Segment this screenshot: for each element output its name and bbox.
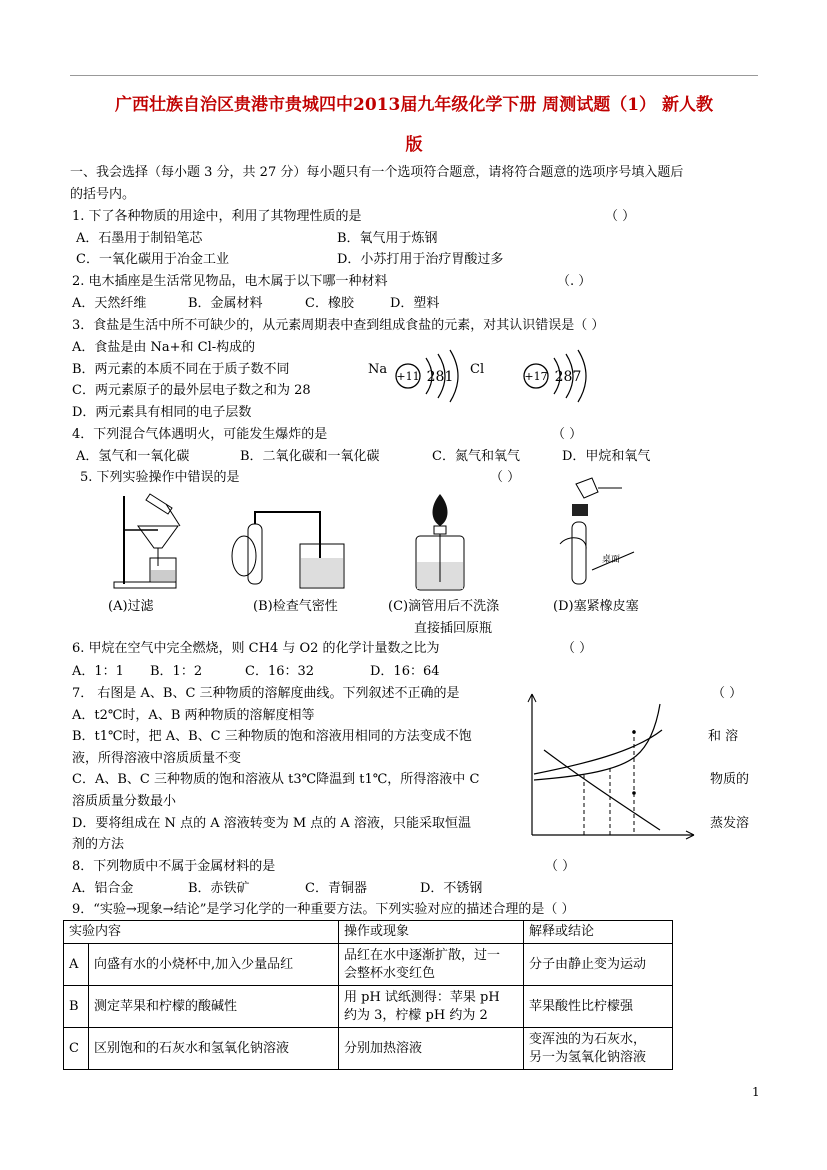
cl-atom-structure <box>520 346 600 406</box>
q2-stem: 2. 电木插座是生活常见物品，电木属于以下哪一种材料 <box>72 274 388 289</box>
q2-option-c[interactable]: C．橡胶 <box>305 296 354 311</box>
row-content: 向盛有水的小烧杯中,加入少量品红 <box>89 944 339 986</box>
q3-option-a[interactable]: A．食盐是由 Na+和 Cl-构成的 <box>72 340 256 355</box>
q7-option-a[interactable]: A．t2℃时，A、B 两种物质的溶解度相等 <box>72 708 315 723</box>
q6-answer-bracket[interactable]: （ ） <box>562 641 593 656</box>
q6-stem: 6. 甲烷在空气中完全燃烧，则 CH4 与 O2 的化学计量数之比为 <box>72 641 440 656</box>
row-conclusion: 分子由静止变为运动 <box>524 944 673 986</box>
curve-b <box>534 730 662 774</box>
q6-option-b[interactable]: B．1：2 <box>150 664 203 679</box>
q1-option-d[interactable]: D．小苏打用于治疗胃酸过多 <box>337 252 504 267</box>
page-number: 1 <box>752 1085 760 1099</box>
row-operation: 分别加热溶液 <box>339 1028 524 1070</box>
curve-c <box>544 750 660 830</box>
filtration-apparatus <box>110 486 195 592</box>
row-content: 测定苹果和柠檬的酸碱性 <box>89 986 339 1028</box>
q2-answer-bracket[interactable]: （. ） <box>557 274 592 289</box>
header-content: 实验内容 <box>64 921 339 944</box>
q8-option-c[interactable]: C．青铜器 <box>305 881 367 896</box>
q4-option-d[interactable]: D．甲烷和氧气 <box>562 449 651 464</box>
table-row[interactable] <box>64 986 673 1028</box>
q4-option-b[interactable]: B．二氧化碳和一氧化碳 <box>240 449 380 464</box>
q5-option-c[interactable]: (C)滴管用后不洗涤 <box>388 599 500 614</box>
q4-option-c[interactable]: C．氮气和氧气 <box>432 449 520 464</box>
q2-option-b[interactable]: B．金属材料 <box>188 296 263 311</box>
cl-label: Cl <box>470 362 485 377</box>
row-conclusion: 变浑浊的为石灰水， 另一为氢氧化钠溶液 <box>524 1028 673 1070</box>
table-row[interactable] <box>64 1028 673 1070</box>
q4-answer-bracket[interactable]: （ ） <box>552 427 583 442</box>
q7-option-d-line2: 剂的方法 <box>72 837 125 852</box>
q7-option-d-right: 蒸发溶 <box>710 816 750 831</box>
q5-option-c-line2: 直接插回原瓶 <box>414 621 493 636</box>
header-rule <box>70 75 758 76</box>
curve-a <box>534 704 660 780</box>
q1-answer-bracket[interactable]: （ ） <box>605 209 636 224</box>
q1-option-a[interactable]: A．石墨用于制铅笔芯 <box>76 231 203 246</box>
solubility-curve-chart <box>524 690 699 840</box>
q7-option-b-right: 和 溶 <box>708 729 739 744</box>
q7-answer-bracket[interactable]: （ ） <box>712 686 743 701</box>
q1-stem: 1. 下了各种物质的用途中，利用了其物理性质的是 <box>72 209 362 224</box>
dropper-bottle <box>410 492 470 592</box>
section-heading-line2: 的括号内。 <box>70 187 136 202</box>
q8-stem: 8．下列物质中不属于金属材料的是 <box>72 859 276 874</box>
q3-option-b[interactable]: B．两元素的本质不同在于质子数不同 <box>72 362 290 377</box>
page-title: 广西壮族自治区贵港市贵城四中2013届九年级化学下册 周测试题（1） 新人教 <box>115 95 713 115</box>
q2-option-d[interactable]: D．塑料 <box>390 296 440 311</box>
q7-stem: 7． 右图是 A、B、C 三种物质的溶解度曲线。下列叙述不正确的是 <box>72 686 460 701</box>
q6-option-c[interactable]: C．16：32 <box>245 664 315 679</box>
row-operation: 品红在水中逐渐扩散，过一 会整杯水变红色 <box>339 944 524 986</box>
q7-option-c[interactable]: C．A、B、C 三种物质的饱和溶液从 t3℃降温到 t1℃，所得溶液中 C <box>72 772 480 787</box>
q4-stem: 4．下列混合气体遇明火，可能发生爆炸的是 <box>72 427 328 442</box>
table-row[interactable] <box>64 944 673 986</box>
q6-option-a[interactable]: A．1：1 <box>72 664 124 679</box>
na-atom-structure <box>392 346 472 406</box>
header-conclusion: 解释或结论 <box>524 921 673 944</box>
q1-option-c[interactable]: C．一氧化碳用于冶金工业 <box>76 252 229 267</box>
airtightness-apparatus <box>228 508 358 592</box>
q7-option-b[interactable]: B．t1℃时，把 A、B、C 三种物质的饱和溶液用相同的方法变成不饱 <box>72 729 472 744</box>
q1-option-b[interactable]: B．氧气用于炼钢 <box>337 231 438 246</box>
header-operation: 操作或现象 <box>339 921 524 944</box>
q5-stem: 5. 下列实验操作中错误的是 <box>80 470 240 485</box>
q7-option-c-line2: 溶质质量分数最小 <box>72 794 177 809</box>
row-key: C <box>64 1028 89 1070</box>
q9-table <box>63 920 673 1070</box>
q5-option-a[interactable]: (A)过滤 <box>108 599 154 614</box>
q8-option-d[interactable]: D．不锈钢 <box>420 881 483 896</box>
q3-option-c[interactable]: C．两元素原子的最外层电子数之和为 28 <box>72 383 311 398</box>
na-shell-electrons: 281 <box>426 369 454 385</box>
q7-option-b-line2: 液，所得溶液中溶质质量不变 <box>72 751 242 766</box>
q8-option-b[interactable]: B．赤铁矿 <box>188 881 250 896</box>
na-label: Na <box>368 362 388 377</box>
row-key: A <box>64 944 89 986</box>
table-header-row <box>64 921 673 944</box>
q3-stem: 3．食盐是生活中所不可缺少的，从元素周期表中查到组成食盐的元素，对其认识错误是（ ） <box>72 318 605 333</box>
row-operation: 用 pH 试纸测得：苹果 pH 约为 3，柠檬 pH 约为 2 <box>339 986 524 1028</box>
section-heading: 一、我会选择（每小题 3 分，共 27 分）每小题只有一个选项符合题意，请将符合题意的选项序号填入题后 <box>70 165 684 180</box>
na-nucleus: +11 <box>396 370 420 383</box>
q5-answer-bracket[interactable]: （ ） <box>490 470 521 485</box>
row-key: B <box>64 986 89 1028</box>
cl-nucleus: +17 <box>524 370 548 383</box>
q8-answer-bracket[interactable]: （ ） <box>545 859 576 874</box>
row-conclusion: 苹果酸性比柠檬强 <box>524 986 673 1028</box>
q2-option-a[interactable]: A．天然纤维 <box>72 296 147 311</box>
row-content: 区别饱和的石灰水和氢氧化钠溶液 <box>89 1028 339 1070</box>
stopper-insertion <box>548 474 638 592</box>
q5-option-b[interactable]: (B)检查气密性 <box>253 599 338 614</box>
q4-option-a[interactable]: A．氢气和一氧化碳 <box>76 449 190 464</box>
q7-option-d[interactable]: D．要将组成在 N 点的 A 溶液转变为 M 点的 A 溶液，只能采取恒温 <box>72 816 471 831</box>
page-title-line2: 版 <box>405 135 423 155</box>
table-surface-label: 桌面 <box>602 555 621 565</box>
q3-option-d[interactable]: D．两元素具有相同的电子层数 <box>72 405 252 420</box>
q6-option-d[interactable]: D．16：64 <box>370 664 440 679</box>
q5-option-d[interactable]: (D)塞紧橡皮塞 <box>553 599 639 614</box>
q7-option-c-right: 物质的 <box>710 772 750 787</box>
cl-shell-electrons: 287 <box>554 369 582 385</box>
q8-option-a[interactable]: A．铝合金 <box>72 881 134 896</box>
q9-stem: 9．“实验→现象→结论”是学习化学的一种重要方法。下列实验对应的描述合理的是（ ） <box>72 902 575 917</box>
